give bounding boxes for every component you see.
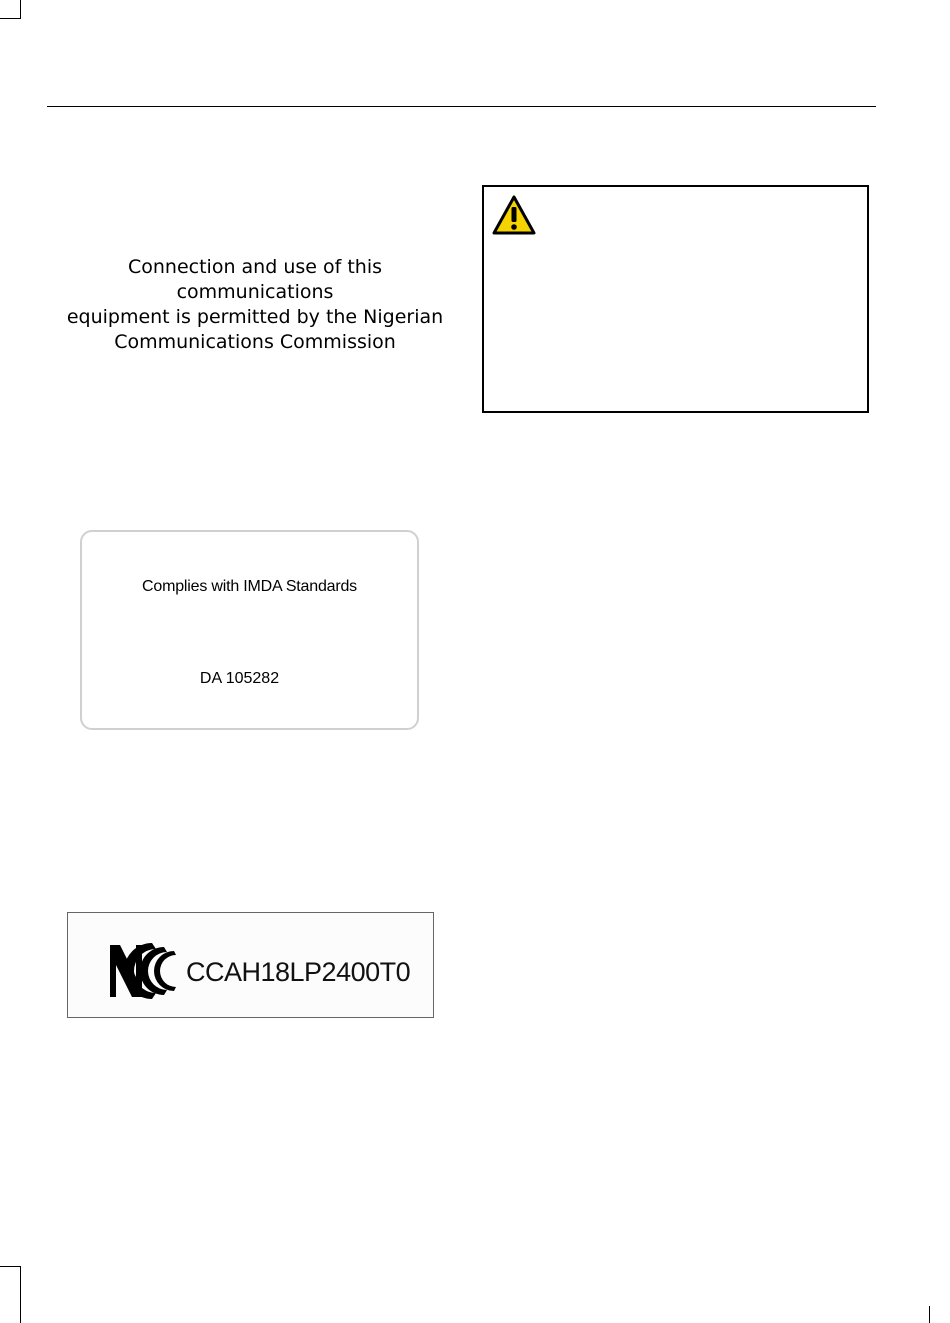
crop-mark xyxy=(929,1306,930,1323)
nigerian-notice xyxy=(60,255,450,355)
imda-compliance-label xyxy=(80,530,419,730)
warning-box xyxy=(482,185,869,413)
ncc-certification-code: CCAH18LP2400T0 xyxy=(186,957,411,987)
crop-mark xyxy=(20,0,21,19)
ncc-logo-icon xyxy=(106,937,178,1005)
notice-line: equipment is permitted by the Nigerian xyxy=(66,306,444,328)
warning-triangle-icon xyxy=(492,195,536,235)
notice-line: communications xyxy=(176,281,334,303)
notice-line: Communications Commission xyxy=(114,331,396,353)
notice-line: Connection and use of this xyxy=(127,256,383,278)
header-rule xyxy=(47,106,876,107)
crop-mark xyxy=(20,1266,21,1323)
crop-mark xyxy=(0,18,20,19)
crop-mark xyxy=(0,1266,20,1267)
imda-number-text: DA 105282 xyxy=(199,670,280,687)
ncc-certification-label xyxy=(67,912,434,1018)
imda-standards-text: Complies with IMDA Standards xyxy=(142,578,357,595)
